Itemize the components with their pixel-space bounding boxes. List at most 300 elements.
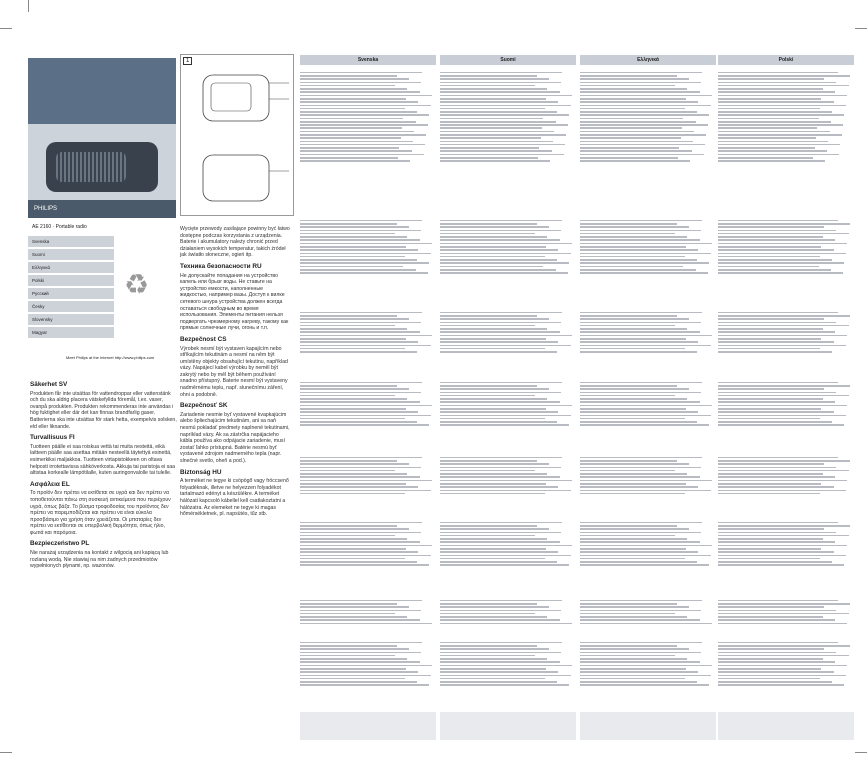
text-line [300, 220, 422, 222]
text-line [580, 249, 698, 251]
text-line [440, 141, 553, 143]
text-line [580, 269, 696, 271]
text-line [580, 88, 687, 90]
text-line [440, 490, 571, 492]
warning-box [718, 712, 854, 740]
text-line [580, 328, 687, 330]
text-line [440, 160, 550, 162]
text-line [718, 678, 820, 680]
text-line [300, 490, 431, 492]
section-text: Výrobek nesmí být vystaven kapajícím nebo stříkajícím tekutinám a nesmí na něm být umístěny objekty obsahující tekutinu, například vázy. Napájecí kabel výrobku by neměl být zakrytý nebo by měl být během používání snadno přístupný. Baterie nesmí být vystaveny nadměrnému teplu, např. slunečnímu záření, ohni a podobně. [180, 345, 288, 398]
text-line [580, 642, 702, 644]
text-line [718, 315, 850, 317]
text-line [718, 150, 827, 152]
text-line [440, 545, 572, 547]
section-heading: Turvallisuus FI [30, 434, 75, 442]
text-line [440, 226, 549, 228]
crop-mark [855, 752, 867, 753]
text-line [300, 645, 397, 647]
text-line [300, 525, 397, 527]
text-line [580, 150, 692, 152]
text-line [718, 230, 836, 232]
text-line [440, 78, 549, 80]
text-line [300, 668, 406, 670]
text-line [580, 525, 677, 527]
text-line [718, 470, 849, 472]
text-line [440, 335, 572, 337]
text-line [440, 470, 535, 472]
text-line [300, 405, 432, 407]
text-line [580, 421, 697, 423]
text-line [718, 548, 821, 550]
text-line [718, 545, 847, 547]
cover-image [28, 124, 176, 200]
text-block [580, 455, 716, 515]
text-line [580, 95, 712, 97]
text-line [300, 341, 418, 343]
text-line [580, 157, 678, 159]
text-line [300, 564, 429, 566]
text-line [580, 253, 711, 255]
text-line [580, 535, 675, 537]
text-line [580, 401, 700, 403]
section-text: Nie narażaj urządzenia na kontakt z wilgocią ani kapiącą lub rozlaną wodą. Nie stawiaj na nim żadnych przedmiotów wypełnionych płynami, np. wazonów. [30, 550, 169, 570]
text-line [580, 124, 708, 126]
text-line [580, 154, 704, 156]
text-block [300, 70, 436, 210]
text-line [718, 226, 824, 228]
text-line [718, 95, 847, 97]
text-line [440, 548, 546, 550]
text-line [718, 78, 824, 80]
language-column-header: Suomi [440, 55, 576, 65]
text-block [440, 520, 576, 590]
text-line [718, 269, 831, 271]
text-line [580, 665, 712, 667]
text-line [300, 144, 425, 146]
text-line [718, 493, 820, 495]
text-line [440, 118, 543, 120]
text-line [580, 121, 696, 123]
text-line [580, 75, 677, 77]
language-column-header: Svenska [300, 55, 436, 65]
text-line [580, 555, 711, 557]
text-line [718, 243, 847, 245]
text-line [718, 262, 844, 264]
text-line [718, 154, 839, 156]
text-line [440, 256, 545, 258]
text-line [580, 246, 686, 248]
text-block [718, 455, 854, 515]
text-line [300, 681, 417, 683]
section-heading: Bezpieczeństwo PL [30, 540, 90, 548]
address: Meet Philips at the Internet http://www.philips.com [66, 355, 155, 360]
text-line [300, 253, 431, 255]
text-block [580, 218, 716, 306]
text-line [580, 561, 697, 563]
text-line [718, 121, 831, 123]
text-line [440, 671, 558, 673]
text-line [580, 486, 698, 488]
text-line [580, 114, 709, 116]
text-line [440, 405, 572, 407]
section-text: Tuotteen päälle ei saa roiskua vettä tai muita nesteitä, eikä laitteen päälle saa asettaa mitään nesteellä täytettyä esinettä, esimerkiksi maljakkoa. Tuotteen virtapistokkeen on oltava helposti irrotettavissa sähköverkosta. Akkuja tai paristoja ei saa altistaa korkealle lämpötilalle, kuten auringonvalolle tai tulelle. [30, 443, 176, 477]
text-line [300, 325, 395, 327]
text-line [718, 118, 819, 120]
text-block [580, 640, 716, 710]
text-line [300, 658, 407, 660]
text-line [580, 262, 709, 264]
text-block [300, 598, 436, 638]
text-line [300, 671, 418, 673]
text-line [440, 415, 571, 417]
text-line [718, 233, 849, 235]
text-line [300, 150, 412, 152]
text-line [718, 490, 846, 492]
text-line [440, 528, 549, 530]
section-text: Не допускайте попадания на устройство капель или брызг воды. Не ставьте на устройство емкости, наполненные жидкостью, например вазы. Доступ к вилке сетевого шнура устройства должен всегда оставаться свободным во время использования. Элементы питания нельзя подвергать чрезмерному нагреву, такому как прямые солнечные лучи, огонь и т.п. [180, 272, 289, 332]
safety-column-middle [180, 226, 292, 523]
text-line [718, 541, 835, 543]
text-line [300, 476, 420, 478]
text-block [440, 598, 576, 638]
text-line [580, 619, 700, 621]
text-line [580, 470, 675, 472]
text-line [718, 421, 832, 423]
text-line [300, 230, 421, 232]
text-line [718, 388, 824, 390]
text-line [440, 460, 537, 462]
text-line [300, 262, 429, 264]
text-line [580, 681, 697, 683]
text-line [440, 476, 560, 478]
text-line [718, 463, 824, 465]
text-block [300, 380, 436, 450]
text-line [300, 401, 420, 403]
text-line [718, 98, 821, 100]
figure-number: 1 [183, 57, 192, 65]
text-line [300, 137, 401, 139]
text-line [580, 226, 689, 228]
text-line [300, 522, 422, 524]
text-line [440, 98, 546, 100]
text-line [440, 243, 572, 245]
crop-mark [28, 0, 29, 12]
text-line [300, 315, 397, 317]
text-line [440, 538, 547, 540]
text-line [300, 233, 395, 235]
language-tab: Ελληνικά [28, 262, 114, 273]
text-line [440, 262, 569, 264]
text-line [718, 522, 838, 524]
text-line [580, 610, 701, 612]
text-line [580, 272, 708, 274]
text-line [300, 118, 403, 120]
text-line [718, 137, 816, 139]
text-line [440, 272, 568, 274]
text-line [580, 457, 702, 459]
text-line [440, 72, 562, 74]
text-line [718, 661, 835, 663]
model-line: AE 2160 · Portable radio [32, 224, 87, 230]
text-line [300, 127, 402, 129]
crop-mark [855, 28, 867, 29]
text-line [440, 463, 549, 465]
text-line [580, 606, 689, 608]
text-line [580, 82, 701, 84]
text-line [440, 269, 556, 271]
language-tab: Svenska [28, 236, 114, 247]
text-line [440, 91, 560, 93]
text-line [440, 467, 561, 469]
text-line [440, 121, 556, 123]
text-line [440, 684, 569, 686]
text-line [718, 259, 832, 261]
language-tab: Suomi [28, 249, 114, 260]
text-line [440, 532, 561, 534]
text-line [300, 259, 417, 261]
text-line [580, 652, 701, 654]
text-line [580, 558, 685, 560]
section-heading: Bezpečnost CS [180, 335, 227, 343]
text-line [718, 157, 813, 159]
text-line [300, 385, 397, 387]
text-block [300, 640, 436, 710]
text-line [718, 460, 850, 462]
text-line [580, 388, 689, 390]
text-line [580, 118, 683, 120]
text-line [440, 610, 561, 612]
text-line [440, 137, 541, 139]
text-line [440, 398, 547, 400]
text-line [300, 243, 432, 245]
text-block [300, 218, 436, 306]
section-heading: Säkerhet SV [30, 381, 68, 388]
text-line [300, 642, 422, 644]
text-line [440, 668, 546, 670]
text-line [300, 398, 407, 400]
text-line [580, 613, 675, 615]
section-text: Wycięte przewody zasilające powinny być łatwo dostępne podczas korzystania z urządzenia. Baterie i akumulatory należy chronić przed działaniem wysokich temperatur, takich źródeł jak światło słoneczne, ogień itp. [180, 226, 290, 259]
text-line [718, 408, 821, 410]
text-line [440, 312, 562, 314]
warning-box [300, 712, 436, 740]
text-line [440, 131, 554, 133]
text-line [440, 606, 549, 608]
warning-box [440, 712, 576, 740]
text-line [440, 613, 535, 615]
text-line [440, 246, 546, 248]
text-line [580, 522, 702, 524]
text-line [580, 72, 702, 74]
text-line [440, 473, 547, 475]
text-line [580, 322, 701, 324]
text-line [300, 545, 432, 547]
text-line [718, 658, 823, 660]
text-line [580, 490, 711, 492]
text-line [580, 548, 686, 550]
text-line [718, 335, 847, 337]
text-line [300, 322, 421, 324]
text-line [440, 345, 571, 347]
text-line [580, 467, 701, 469]
language-list [28, 236, 114, 340]
text-block [580, 520, 716, 590]
text-line [580, 675, 711, 677]
text-line [440, 486, 558, 488]
text-line [440, 331, 560, 333]
text-line [718, 652, 836, 654]
text-line [440, 675, 571, 677]
text-line [300, 600, 422, 602]
text-line [300, 95, 432, 97]
text-line [440, 147, 539, 149]
text-line [580, 348, 685, 350]
text-line [580, 98, 686, 100]
text-line [718, 684, 844, 686]
section-heading: Ασφάλεια EL [30, 480, 70, 488]
text-line [718, 401, 835, 403]
text-line [300, 541, 420, 543]
text-block [718, 380, 854, 450]
text-line [300, 603, 397, 605]
text-line [440, 154, 564, 156]
text-line [580, 671, 698, 673]
text-line [718, 623, 847, 625]
text-line [440, 648, 549, 650]
text-line [718, 606, 824, 608]
text-line [440, 236, 547, 238]
text-line [300, 675, 431, 677]
text-line [440, 665, 572, 667]
text-line [580, 684, 709, 686]
text-block [718, 310, 854, 376]
text-line [440, 75, 537, 77]
text-line [580, 564, 709, 566]
text-line [440, 105, 571, 107]
text-line [580, 668, 686, 670]
text-line [300, 331, 420, 333]
radio-icon [46, 142, 158, 192]
text-line [718, 467, 836, 469]
text-line [300, 392, 421, 394]
text-line [440, 127, 542, 129]
text-line [440, 652, 561, 654]
text-block [718, 520, 854, 590]
text-line [440, 564, 569, 566]
text-line [440, 348, 545, 350]
text-block [440, 218, 576, 306]
text-line [300, 157, 398, 159]
text-line [580, 331, 700, 333]
text-line [718, 551, 834, 553]
text-line [300, 226, 409, 228]
text-block [440, 380, 576, 450]
text-line [580, 266, 683, 268]
text-line [440, 328, 547, 330]
text-line [300, 421, 417, 423]
text-line [580, 345, 711, 347]
text-block [718, 70, 854, 210]
text-line [440, 266, 543, 268]
text-line [300, 610, 421, 612]
text-line [440, 493, 545, 495]
text-line [580, 147, 679, 149]
text-line [580, 101, 698, 103]
text-line [580, 127, 682, 129]
text-line [580, 160, 690, 162]
text-line [580, 338, 686, 340]
text-line [300, 606, 409, 608]
section-heading: Техника безопасности RU [180, 262, 262, 270]
text-line [580, 105, 711, 107]
text-line [718, 675, 846, 677]
section-text: Zariadenie nesmie byť vystavené kvapkajúcim alebo špliechajúcim tekutinám, ani sa naň nesmú pokladať predmety naplnené tekutinami, napríklad vázy. Ak sa zástrčka napájacieho kábla používa ako odpájacie zariadenie, musí zostať ľahko prístupná. Batérie nesmú byť vystavené zdrojom nadmerného tepla (napr. slnečné svetlo, oheň a pod.). [180, 411, 290, 464]
text-line [300, 535, 395, 537]
text-line [440, 85, 535, 87]
text-line [300, 160, 410, 162]
text-line [300, 88, 407, 90]
text-line [718, 645, 850, 647]
text-line [718, 486, 834, 488]
text-line [440, 108, 545, 110]
text-line [718, 144, 840, 146]
text-line [718, 398, 823, 400]
text-line [580, 424, 709, 426]
text-line [440, 392, 561, 394]
text-line [300, 480, 432, 482]
text-line [718, 600, 838, 602]
language-tab: Magyar [28, 327, 114, 338]
text-line [718, 671, 834, 673]
text-line [718, 424, 844, 426]
language-column-header: Polski [718, 55, 854, 65]
text-line [718, 223, 850, 225]
text-line [440, 623, 572, 625]
text-line [440, 325, 535, 327]
text-line [580, 648, 689, 650]
text-line [718, 141, 828, 143]
section-text: A terméket ne tegye ki csöpögő vagy fröccsenő folyadéknak, illetve ne helyezzen folyadékot tartalmazó edényt a készülékre. A terméket hálózati kapcsoló kábellel kell csatlakoztatni a hálózatra. Az elemeket ne tegye ki magas hőmérsékletnek, pl. napsütés, tűz stb. [180, 478, 289, 518]
text-line [718, 555, 846, 557]
text-line [580, 532, 701, 534]
text-line [440, 318, 549, 320]
text-line [440, 483, 546, 485]
text-line [718, 111, 832, 113]
text-line [440, 114, 569, 116]
text-line [440, 558, 545, 560]
text-line [300, 272, 428, 274]
text-line [580, 645, 677, 647]
language-column-header: Ελληνικά [580, 55, 716, 65]
text-line [580, 78, 689, 80]
text-line [580, 111, 697, 113]
text-block [440, 310, 576, 376]
text-line [300, 415, 431, 417]
text-line [300, 318, 409, 320]
text-line [300, 335, 432, 337]
text-line [718, 249, 834, 251]
radio-diagram-icon [181, 55, 293, 215]
warning-box [580, 712, 716, 740]
text-block [300, 455, 436, 515]
text-line [718, 603, 850, 605]
text-line [440, 95, 572, 97]
text-line [718, 473, 823, 475]
text-line [580, 551, 698, 553]
text-line [440, 681, 557, 683]
text-line [300, 269, 416, 271]
